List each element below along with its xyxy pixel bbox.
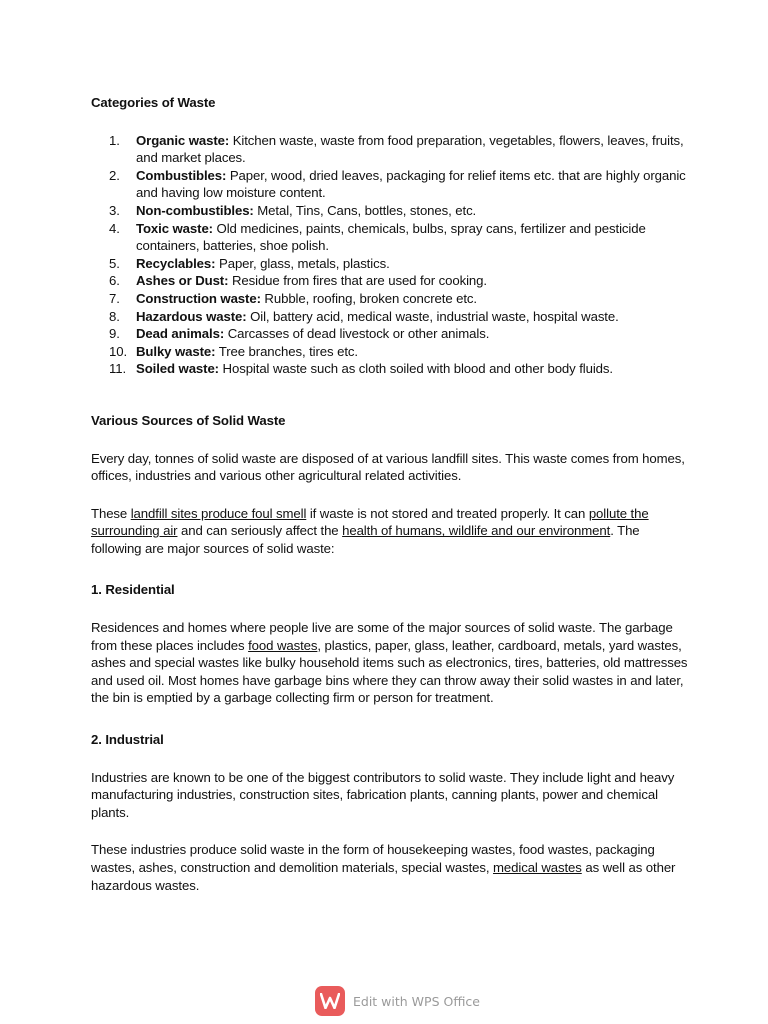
industrial-paragraph-1: Industries are known to be one of the biggest contributors to solid waste. They include light and heavy manufacturing industries, construction sites, fabrication plants, canning plants, power and chemical plants. (91, 769, 675, 820)
link-medical-wastes[interactable]: medical wastes (493, 860, 582, 875)
edit-with-wps-label: Edit with WPS Office (353, 993, 480, 1009)
industrial-heading: 2. Industrial (91, 732, 164, 748)
list-item: 3. Non-combustibles: Metal, Tins, Cans, bottles, stones, etc. (109, 202, 477, 218)
list-item: 7. Construction waste: Rubble, roofing, broken concrete etc. (109, 290, 477, 306)
list-item: 1. Organic waste: Kitchen waste, waste from food preparation, vegetables, flowers, leaves, fruits, and market places. (109, 132, 684, 166)
list-item: 6. Ashes or Dust: Residue from fires that are used for cooking. (109, 273, 487, 289)
list-item: 10. Bulky waste: Tree branches, tires etc. (109, 343, 358, 359)
list-item: 9. Dead animals: Carcasses of dead livestock or other animals. (109, 326, 490, 342)
link-food-wastes[interactable]: food wastes (248, 637, 318, 653)
residential-heading: 1. Residential (91, 582, 175, 598)
categories-list (91, 132, 691, 378)
list-item: 2. Combustibles: Paper, wood, dried leaves, packaging for relief items etc. that are highly organic and having low moisture content. (109, 167, 686, 201)
sources-heading: Various Sources of Solid Waste (91, 412, 286, 428)
industrial-paragraph-2: These industries produce solid waste in the form of housekeeping wastes, food wastes, packaging wastes, ashes, construction and demolition materials, special wastes, medical wastes as well as other hazardous wastes. (91, 842, 676, 893)
document-content (91, 94, 691, 894)
link-health-environment[interactable]: health of humans, wildlife and our environment (342, 523, 611, 539)
list-item: 11. Soiled waste: Hospital waste such as cloth soiled with blood and other body fluids. (109, 361, 613, 377)
list-item: 8. Hazardous waste: Oil, battery acid, medical waste, industrial waste, hospital waste. (109, 308, 619, 324)
link-pollute-air[interactable]: pollute the surrounding air (91, 505, 649, 539)
residential-paragraph: Residences and homes where people live are some of the major sources of solid waste. The garbage from these places includes food wastes, plastics, paper, glass, leather, cardboard, metals, yard wastes, ashes and special wastes like bulky household items such as electronics, tires, batteries, old mattresses and used oil. Most homes have garbage bins where they can throw away their solid wastes in and later, the bin is emptied by a garbage collecting firm or person for treatment. (91, 620, 688, 706)
sources-paragraph-1: Every day, tonnes of solid waste are disposed of at various landfill sites. This waste comes from homes, offices, industries and various other agricultural related activities. (91, 450, 685, 484)
link-landfill-foul-smell[interactable]: landfill sites produce foul smell (130, 505, 307, 521)
list-item: 4. Toxic waste: Old medicines, paints, chemicals, bulbs, spray cans, fertilizer and pesticide containers, batteries, shoe polish. (109, 220, 646, 254)
sources-paragraph-2: These landfill sites produce foul smell if waste is not stored and treated properly. It can pollute the surrounding air and can seriously affect the health of humans, wildlife and our environment. The following are major sources of solid waste: (91, 505, 649, 556)
wps-edit-footer[interactable] (315, 985, 480, 1017)
categories-heading: Categories of Waste (91, 95, 216, 110)
list-item: 5. Recyclables: Paper, glass, metals, plastics. (109, 255, 390, 271)
wps-office-logo-icon (315, 986, 345, 1016)
